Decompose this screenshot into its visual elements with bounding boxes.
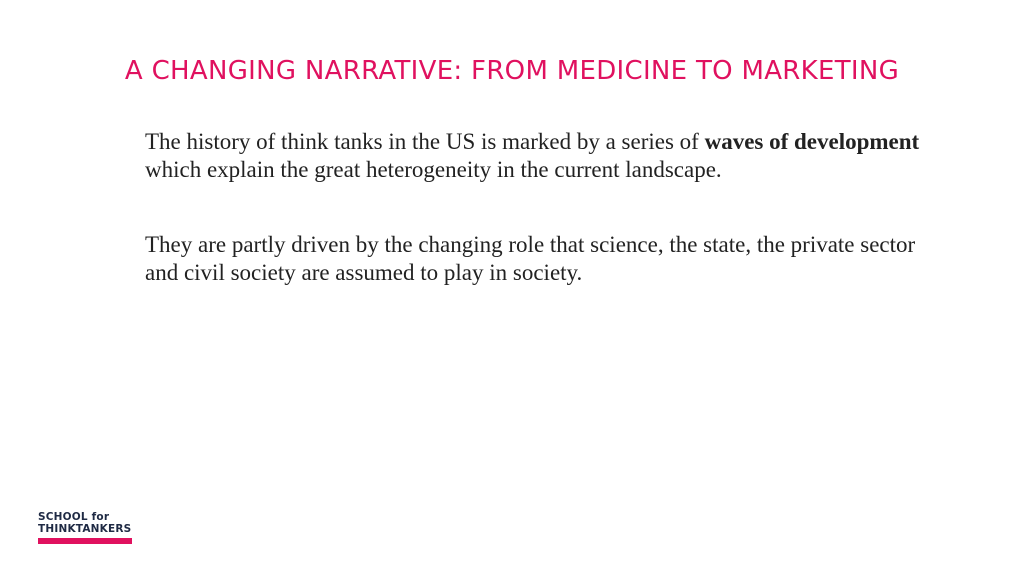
slide-title: A CHANGING NARRATIVE: FROM MEDICINE TO MARKETING [124, 56, 900, 86]
logo-line-1: SCHOOL for [38, 511, 110, 523]
paragraph-history [145, 128, 945, 183]
logo-underline-bar [38, 538, 132, 544]
paragraph-history-text-end: which explain the great heterogeneity in the current landscape. [145, 156, 722, 182]
paragraph-history-text-start: The history of think tanks in the US is marked by a series of [145, 129, 705, 154]
paragraph-history-bold: waves of development [704, 129, 920, 154]
school-for-thinktankers-logo [38, 511, 132, 544]
slide-body [145, 128, 945, 286]
logo-line-2: THINKTANKERS [38, 523, 132, 535]
paragraph-drivers: They are partly driven by the changing role that science, the state, the private sector and civil society are assumed to play in society. [145, 232, 916, 285]
